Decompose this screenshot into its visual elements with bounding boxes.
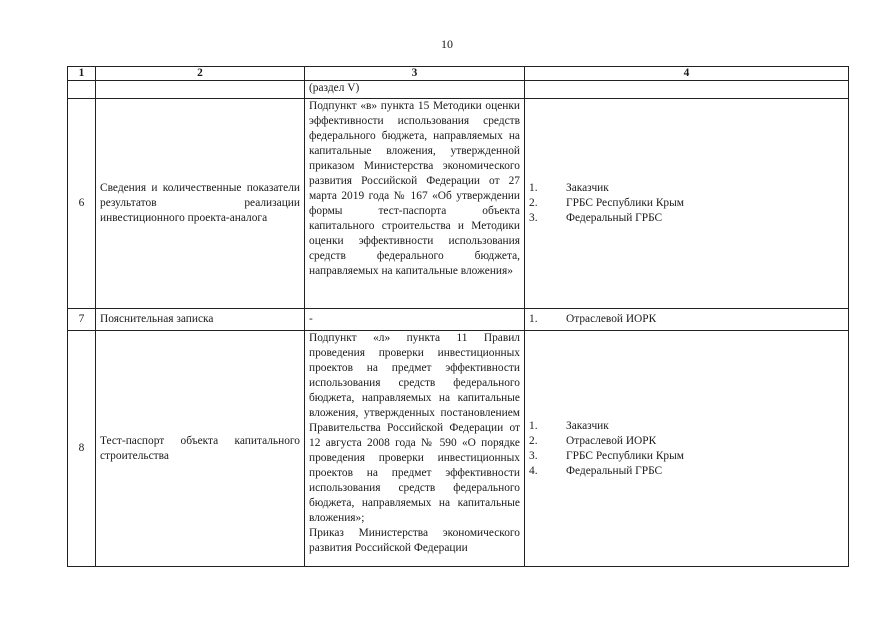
row-basis: - <box>305 309 525 331</box>
basis-text-continued: Приказ Министерства экономического развития Российской Федерации <box>309 527 520 554</box>
row-recipients <box>525 331 849 567</box>
recipient-list <box>529 312 844 327</box>
header-cell-4: 4 <box>525 67 849 81</box>
row-recipients <box>525 99 849 309</box>
row-recipients <box>525 309 849 331</box>
recipient-list <box>529 181 844 226</box>
basis-text: Подпункт «в» пункта 15 Методики оценки эффективности использования средств федерального бюджета, направляемых на капитальные вложения, утвержденной приказом Министерства экономического развития Российской Федерации от 27 марта 2019 года № 167 «Об утверждении формы тест-паспорта объекта капитального строительства и Методики оценки эффективности использования средств федерального бюджета, направляемых на капитальные вложения» <box>309 100 520 277</box>
row-number <box>68 81 96 99</box>
header-cell-3: 3 <box>305 67 525 81</box>
list-item: 1. Заказчик <box>529 419 609 432</box>
row-document-name <box>96 331 305 567</box>
recipient-list <box>529 419 844 479</box>
list-item: 2. Отраслевой ИОРК <box>529 434 657 447</box>
row-number: 8 <box>68 331 96 567</box>
row-basis <box>305 99 525 309</box>
document-name-text: Сведения и количественные показатели результатов реализации инвестиционного проекта-аналога <box>100 182 300 224</box>
table-header-row <box>68 67 849 81</box>
list-item: 3. ГРБС Республики Крым <box>529 449 684 462</box>
row-basis <box>305 331 525 567</box>
document-name-text: Тест-паспорт объекта капитального строительства <box>100 434 300 462</box>
list-item: 3. Федеральный ГРБС <box>529 212 663 224</box>
header-cell-1: 1 <box>68 67 96 81</box>
row-recipients <box>525 81 849 99</box>
row-document-name <box>96 99 305 309</box>
table-row <box>68 309 849 331</box>
table-row <box>68 99 849 309</box>
list-item: 2. ГРБС Республики Крым <box>529 197 684 209</box>
row-number: 7 <box>68 309 96 331</box>
row-document-name <box>96 81 305 99</box>
row-basis: (раздел V) <box>305 81 525 99</box>
header-cell-2: 2 <box>96 67 305 81</box>
list-item: 1. Заказчик <box>529 182 609 194</box>
row-number: 6 <box>68 99 96 309</box>
list-item: 1. Отраслевой ИОРК <box>529 313 657 325</box>
row-document-name: Пояснительная записка <box>96 309 305 331</box>
table-row <box>68 331 849 567</box>
page-number: 10 <box>441 37 453 51</box>
document-table <box>67 66 849 567</box>
basis-text: Подпункт «л» пункта 11 Правил проведения проверки инвестиционных проектов на предмет эффективности использования средств федерального бюджета, направляемых на капитальные вложения, утвержденных постановлением Правительства Российской Федерации от 12 августа 2008 года № 590 «О порядке проведения проверки инвестиционных проектов на предмет эффективности использования средств федерального бюджета, направляемых на капитальные вложения»; <box>309 332 520 524</box>
list-item: 4. Федеральный ГРБС <box>529 464 663 477</box>
table-row <box>68 81 849 99</box>
